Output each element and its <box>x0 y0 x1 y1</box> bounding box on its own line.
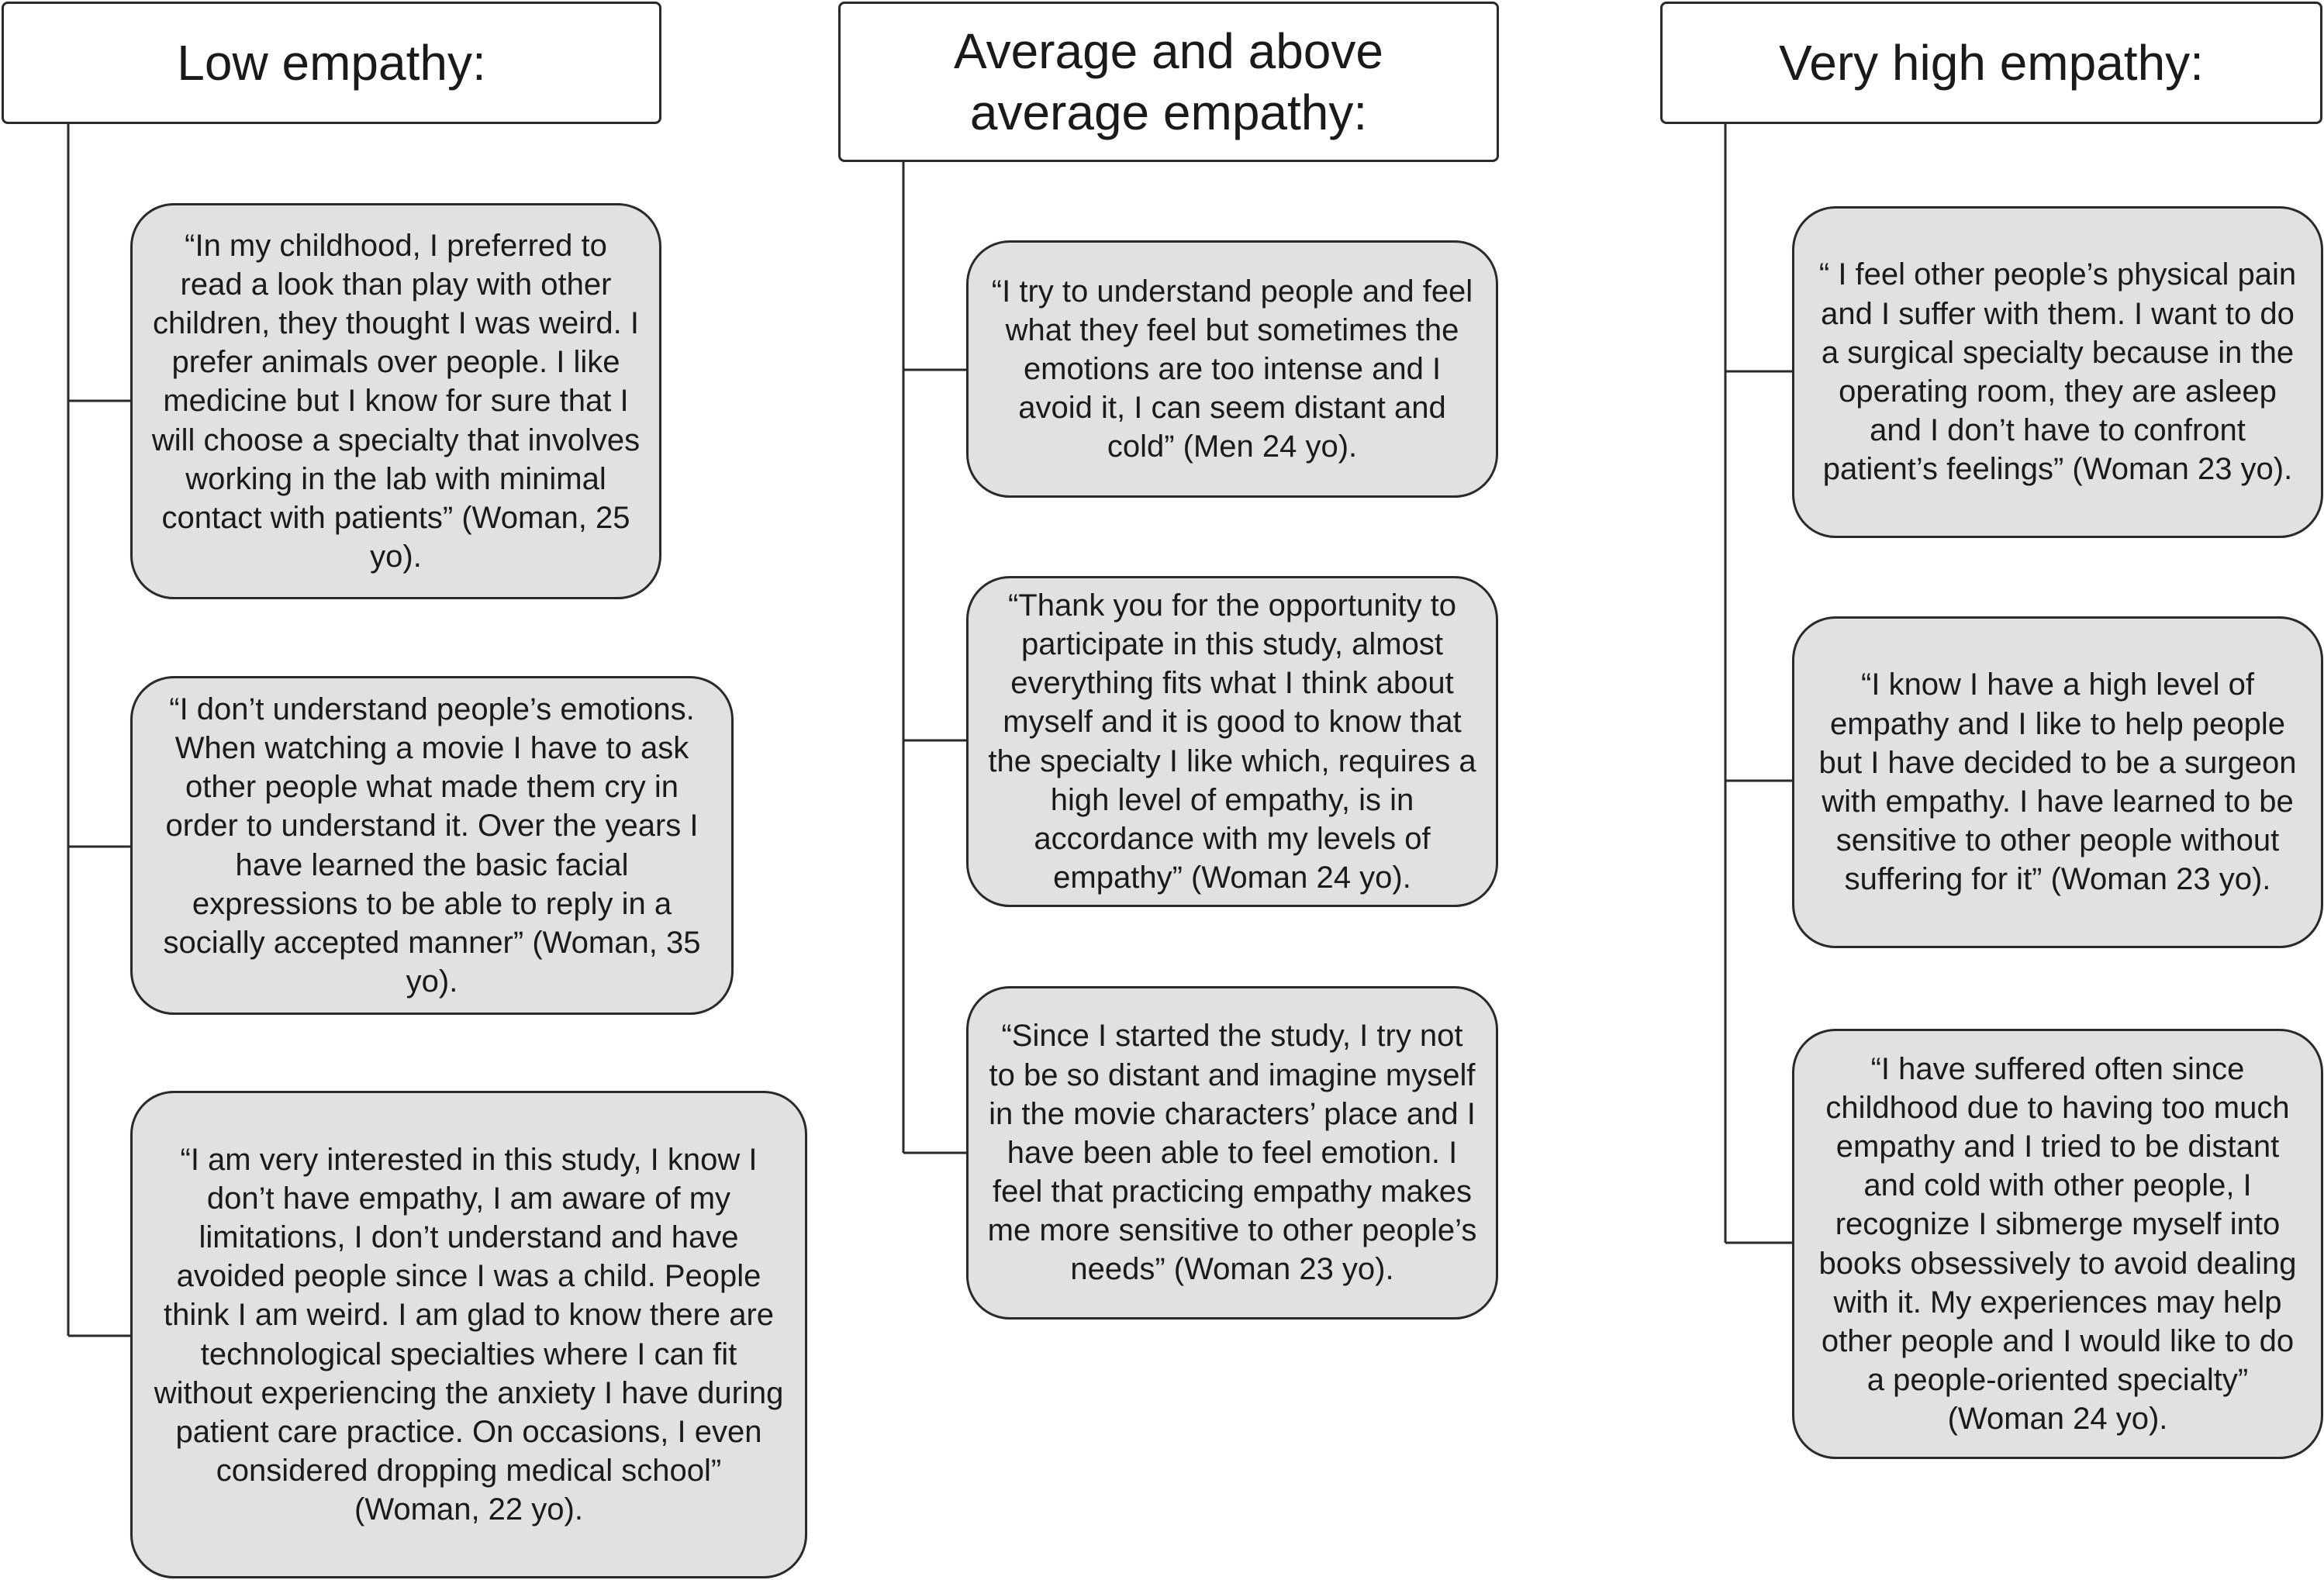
low-empathy-quote-3: “I am very interested in this study, I know I don’t have empathy, I am aware of my limitations, I don’t understand and have avoided people since I was a child. People think I am weird. I am glad to know there are technological specialties where I can fit without experiencing the anxiety I have during patient care practice. On occasions, I even considered dropping medical school” (Woman, 22 yo). <box>130 1091 807 1578</box>
average-empathy-quote-2: “Thank you for the opportunity to participate in this study, almost everything fits what I think about myself and it is good to know that the specialty I like which, requires a high level of empathy, is in accordance with my levels of empathy” (Woman 24 yo). <box>966 576 1498 907</box>
very-high-empathy-header: Very high empathy: <box>1660 2 2322 124</box>
very-high-empathy-quote-1: “ I feel other people’s physical pain and I suffer with them. I want to do a surgical specialty because in the operating room, they are asleep and I don’t have to confront patient’s feelings” (Woman 23 yo). <box>1792 206 2323 538</box>
very-high-empathy-quote-2: “I know I have a high level of empathy and I like to help people but I have decided to be a surgeon with empathy. I have learned to be sensitive to other people without suffering for it” (Woman 23 yo). <box>1792 616 2323 948</box>
low-empathy-quote-2: “I don’t understand people’s emotions. When watching a movie I have to ask other people what made them cry in order to understand it. Over the years I have learned the basic facial expressions to be able to reply in a socially accepted manner” (Woman, 35 yo). <box>130 676 734 1015</box>
average-empathy-quote-3: “Since I started the study, I try not to be so distant and imagine myself in the movie characters’ place and I have been able to feel emotion. I feel that practicing empathy makes me more sensitive to other people’s needs” (Woman 23 yo). <box>966 986 1498 1320</box>
average-empathy-header: Average and above average empathy: <box>838 2 1499 162</box>
low-empathy-header: Low empathy: <box>2 2 661 124</box>
low-empathy-quote-1: “In my childhood, I preferred to read a look than play with other children, they thought I was weird. I prefer animals over people. I like medicine but I know for sure that I will choose a specialty that involves working in the lab with minimal contact with patients” (Woman, 25 yo). <box>130 203 661 599</box>
average-empathy-quote-1: “I try to understand people and feel what they feel but sometimes the emotions are too intense and I avoid it, I can seem distant and cold” (Men 24 yo). <box>966 240 1498 498</box>
very-high-empathy-quote-3: “I have suffered often since childhood due to having too much empathy and I tried to be distant and cold with other people, I recognize I sibmerge myself into books obsessively to avoid dealing with it. My experiences may help other people and I would like to do a people-oriented specialty” (Woman 24 yo). <box>1792 1029 2323 1459</box>
